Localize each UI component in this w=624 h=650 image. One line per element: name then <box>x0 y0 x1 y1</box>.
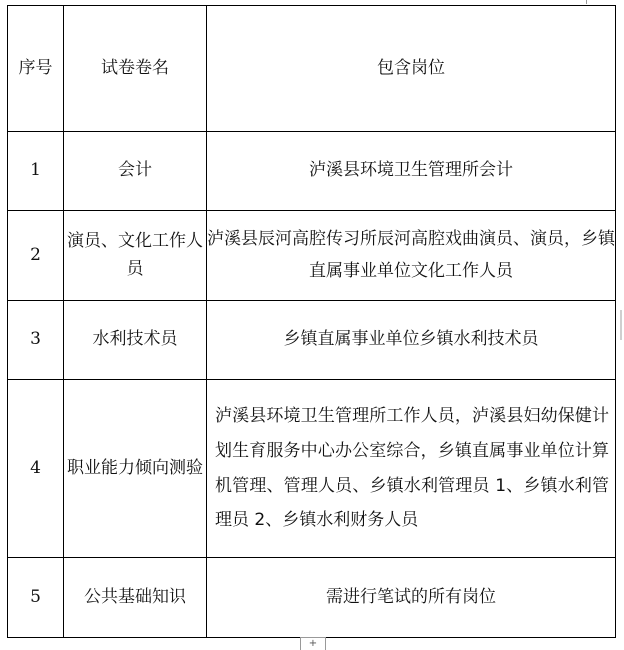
row-positions: 需进行笔试的所有岗位 <box>207 558 616 638</box>
text-cursor-mark: + <box>300 637 326 650</box>
row-positions: 泸溪县环境卫生管理所会计 <box>207 132 616 211</box>
table-row <box>8 132 616 211</box>
table-row <box>8 380 616 558</box>
header-paper-name: 试卷卷名 <box>64 6 207 132</box>
row-index: 3 <box>8 301 64 380</box>
page-corner-mark <box>586 0 587 4</box>
table-row <box>8 558 616 638</box>
row-index: 2 <box>8 211 64 301</box>
header-index: 序号 <box>8 6 64 132</box>
row-positions: 泸溪县环境卫生管理所工作人员，泸溪县妇幼保健计划生育服务中心办公室综合，乡镇直属事业单位计算机管理、管理人员、乡镇水利管理员 1、乡镇水利管理员 2、乡镇水利财务人员 <box>207 380 616 558</box>
exam-positions-table <box>7 5 616 638</box>
row-index: 5 <box>8 558 64 638</box>
row-paper-name: 水利技术员 <box>64 301 207 380</box>
row-paper-name: 演员、文化工作人员 <box>64 211 207 301</box>
table-row <box>8 211 616 301</box>
row-positions: 泸溪县辰河高腔传习所辰河高腔戏曲演员、演员，乡镇直属事业单位文化工作人员 <box>207 211 616 301</box>
scrollbar-hint <box>620 310 622 340</box>
row-index: 4 <box>8 380 64 558</box>
row-paper-name: 职业能力倾向测验 <box>64 380 207 558</box>
row-paper-name: 公共基础知识 <box>64 558 207 638</box>
table-row <box>8 301 616 380</box>
table-header-row <box>8 6 616 132</box>
row-paper-name: 会计 <box>64 132 207 211</box>
row-index: 1 <box>8 132 64 211</box>
header-positions: 包含岗位 <box>207 6 616 132</box>
row-positions: 乡镇直属事业单位乡镇水利技术员 <box>207 301 616 380</box>
